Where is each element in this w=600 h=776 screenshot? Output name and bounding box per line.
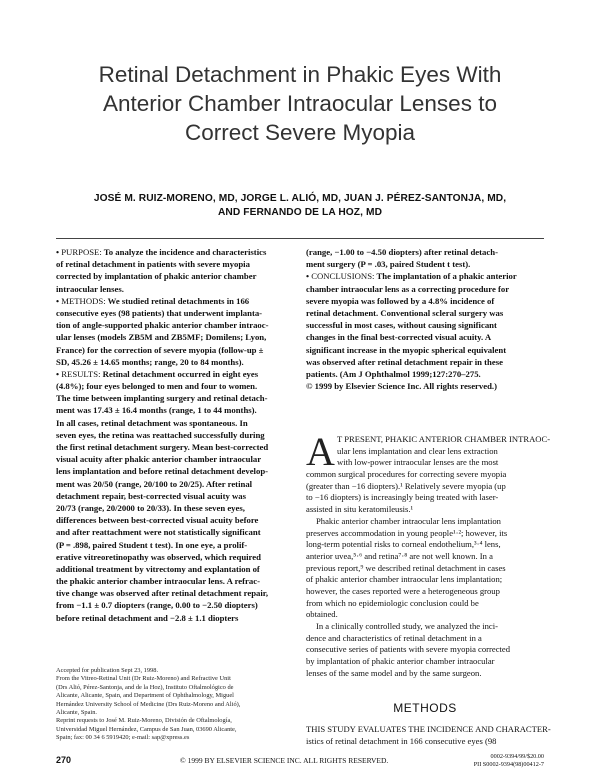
body-line: THIS STUDY EVALUATES THE INCIDENCE AND CHARACTER-	[306, 724, 551, 734]
drop-cap: A	[306, 429, 335, 474]
abstract-line: of retinal detachment in patients with severe myopia	[56, 259, 250, 270]
abstract-line: (range, −1.00 to −4.50 diopters) after retinal detach-	[306, 247, 498, 257]
abstract-line: additional treatment by vitrectomy and explantation of	[56, 563, 260, 574]
abstract-line: severe myopia was followed by a 4.8% incidence of	[306, 295, 495, 306]
footnote-line: Reprint requests to José M. Ruiz-Moreno, División de Oftalmología,	[56, 717, 232, 725]
body-line: T PRESENT, PHAKIC ANTERIOR CHAMBER INTRAOC-	[337, 434, 551, 444]
title-line: Correct Severe Myopia	[184, 120, 416, 145]
body-line: common surgical procedures for correcting severe myopia	[306, 469, 507, 480]
body-line: however, the cases reported were a heterogeneous group	[306, 585, 500, 596]
body-line: obtained.	[306, 609, 338, 620]
abstract-line: significant increase in the myopic spherical equivalent	[306, 344, 507, 355]
abstract-line: patients. (Am J Ophthalmol 1999;127:270–275.	[306, 368, 481, 379]
abstract-line: (4.8%); four eyes belonged to men and four to women.	[56, 381, 258, 392]
abstract-line: the first retinal detachment surgery. Mean best-corrected	[56, 442, 269, 452]
abstract-line: (P = .898, paired Student t test). In one eye, a prolif-	[56, 539, 248, 550]
abstract-line: • PURPOSE: To analyze the incidence and characteristics	[56, 247, 267, 257]
abstract-line: SD, 45.26 ± 14.65 months; range, 20 to 84 months).	[56, 356, 244, 367]
body-line: lenses of the same model and by the same surgeon.	[306, 667, 482, 678]
abstract-line: before retinal detachment and −2.8 ± 1.1 diopters	[56, 612, 239, 623]
abstract-line: intraocular lenses.	[56, 283, 124, 294]
abstract-line: seven eyes, the retina was reattached successfully during	[56, 429, 265, 440]
abstract-line: tion of angle-supported phakic anterior chamber intraoc-	[56, 320, 269, 331]
article-title	[40, 60, 560, 147]
introduction-text	[306, 429, 551, 679]
body-line: In a clinically controlled study, we analyzed the inci-	[316, 621, 498, 631]
abstract-line: ular lenses (models ZB5M and ZB5MF; Domilens; Lyon,	[56, 332, 267, 343]
abstract-line: © 1999 by Elsevier Science Inc. All rights reserved.)	[306, 381, 497, 392]
abstract-line: chamber intraocular lens as a correcting procedure for	[306, 283, 510, 294]
author-list	[40, 192, 560, 220]
abstract-left-column	[56, 246, 294, 624]
abstract-line: differences between best-corrected visual acuity before	[56, 515, 259, 526]
abstract-line: erative vitreoretinopathy was observed, which required	[56, 551, 261, 562]
body-line: consecutive series of patients with severe myopia corrected	[306, 644, 511, 655]
abstract-line: 20/73 (range, 20/2000 to 20/33). In these seven eyes,	[56, 502, 245, 513]
body-line: long-term potential risks to corneal endothelium,³·⁴ lens,	[306, 539, 501, 550]
abstract-line: visual acuity after phakic anterior chamber intraocular	[56, 454, 262, 465]
body-line: anterior uvea,⁵·⁶ and retina⁷·⁸ are not well known. In a	[306, 550, 493, 561]
body-line: with low-power intraocular lenses are the most	[337, 457, 499, 468]
body-line: previous report,⁹ we described retinal detachment in cases	[306, 562, 506, 573]
footnote-line: Alicante, Alicante, Spain, and Department of Ophthalmology, Miguel	[56, 692, 234, 700]
abstract-line: • RESULTS: Retinal detachment occurred in eight eyes	[56, 368, 259, 379]
footnote-line: (Drs Alió, Pérez-Santonja, and de la Hoz), Instituto Oftalmológico de	[56, 683, 234, 691]
body-line: preserves accommodation in young people¹·²; however, its	[306, 527, 508, 538]
abstract-right-column	[306, 246, 544, 392]
body-line: (greater than −16 diopters).¹ Relatively severe myopia (up	[306, 480, 506, 491]
title-line: Retinal Detachment in Phakic Eyes With	[98, 62, 502, 87]
footnote-line: Hernández University School of Medicine (Drs Ruiz-Moreno and Alió),	[56, 700, 241, 708]
abstract-divider	[56, 238, 544, 239]
abstract-line: tive change was observed after retinal detachment repair,	[56, 588, 269, 599]
abstract-line: • CONCLUSIONS: The implantation of a phakic anterior	[306, 271, 517, 282]
abstract-line: ment was 20/50 (range, 20/100 to 20/25). After retinal	[56, 478, 253, 489]
page-number: 270	[56, 755, 72, 765]
body-line: of phakic anterior chamber intraocular lens implantation;	[306, 574, 503, 585]
footnote-line: Accepted for publication Sept 23, 1998.	[56, 667, 159, 674]
footnote-line: Universidad Miguel Hernández, Campus de San Juan, 03690 Alicante,	[56, 725, 237, 733]
abstract-line: successful in most cases, without causing significant	[306, 320, 497, 331]
footnote-line: From the Vitreo-Retinal Unit (Dr Ruiz-Moreno) and Refractive Unit	[56, 675, 231, 683]
abstract-line: France) for the correction of severe myopia (follow-up ±	[56, 344, 264, 355]
issn-line: PII S0002-9394(98)00412-7	[473, 761, 544, 768]
abstract-line: ment surgery (P = .03, paired Student t test).	[306, 259, 471, 270]
methods-heading: METHODS	[393, 701, 457, 715]
body-line: Phakic anterior chamber intraocular lens implantation	[316, 515, 501, 526]
issn-line: 0002-9394/99/$20.00	[490, 753, 544, 760]
abstract-line: and after reattachment were not statistically significant	[56, 527, 261, 538]
abstract-line: In all cases, retinal detachment was spontaneous. In	[56, 417, 248, 428]
body-line: assisted in situ keratomileusis.¹	[306, 504, 414, 515]
abstract-line: the phakic anterior chamber intraocular lens. A refrac-	[56, 576, 260, 587]
body-line: istics of retinal detachment in 166 consecutive eyes (98	[306, 735, 497, 746]
methods-text	[306, 724, 551, 747]
body-line: to −16 diopters) is increasingly being treated with laser-	[306, 492, 499, 503]
body-line: by implantation of phakic anterior chamber intraocular	[306, 656, 495, 667]
abstract-line: from −1.1 ± 0.7 diopters (range, 0.00 to −2.50 diopters)	[56, 600, 258, 611]
abstract-line: was observed after retinal detachment repair in these	[306, 356, 503, 367]
abstract-line: detachment repair, best-corrected visual acuity was	[56, 490, 246, 501]
abstract-line: retinal detachment. Conventional scleral surgery was	[306, 307, 504, 318]
issn-block	[474, 753, 544, 769]
abstract-line: • METHODS: We studied retinal detachments in 166	[56, 295, 250, 306]
abstract-line: changes in the final best-corrected visual acuity. A	[306, 332, 492, 343]
abstract-line: corrected by implantation of phakic anterior chamber	[56, 271, 257, 282]
abstract-line: ment was 17.43 ± 16.4 months (range, 1 to 44 months).	[56, 405, 257, 416]
title-line: Anterior Chamber Intraocular Lenses to	[103, 91, 497, 116]
footnote-line: Alicante, Spain.	[56, 708, 97, 716]
footnote-line: Spain; fax: 00 34 6 5919420; e-mail: sap@xpress.es	[56, 734, 190, 742]
author-line: AND FERNANDO DE LA HOZ, MD	[217, 207, 383, 218]
copyright-notice: © 1999 BY ELSEVIER SCIENCE INC. ALL RIGHTS RESERVED.	[180, 756, 389, 765]
body-line: dence and characteristics of retinal detachment in a	[306, 632, 482, 643]
abstract-line: lens implantation and before retinal detachment develop-	[56, 466, 269, 477]
footnote-block	[56, 667, 294, 743]
author-line: JOSÉ M. RUIZ-MORENO, MD, JORGE L. ALIÓ, MD, JUAN J. PÉREZ-SANTONJA, MD,	[93, 193, 507, 204]
abstract-line: The time between implanting surgery and retinal detach-	[56, 393, 268, 404]
body-line: from which no epidemiologic conclusion could be	[306, 597, 479, 608]
body-line: ular lens implantation and clear lens extraction	[337, 445, 498, 456]
abstract-line: consecutive eyes (98 patients) that underwent implanta-	[56, 307, 263, 318]
